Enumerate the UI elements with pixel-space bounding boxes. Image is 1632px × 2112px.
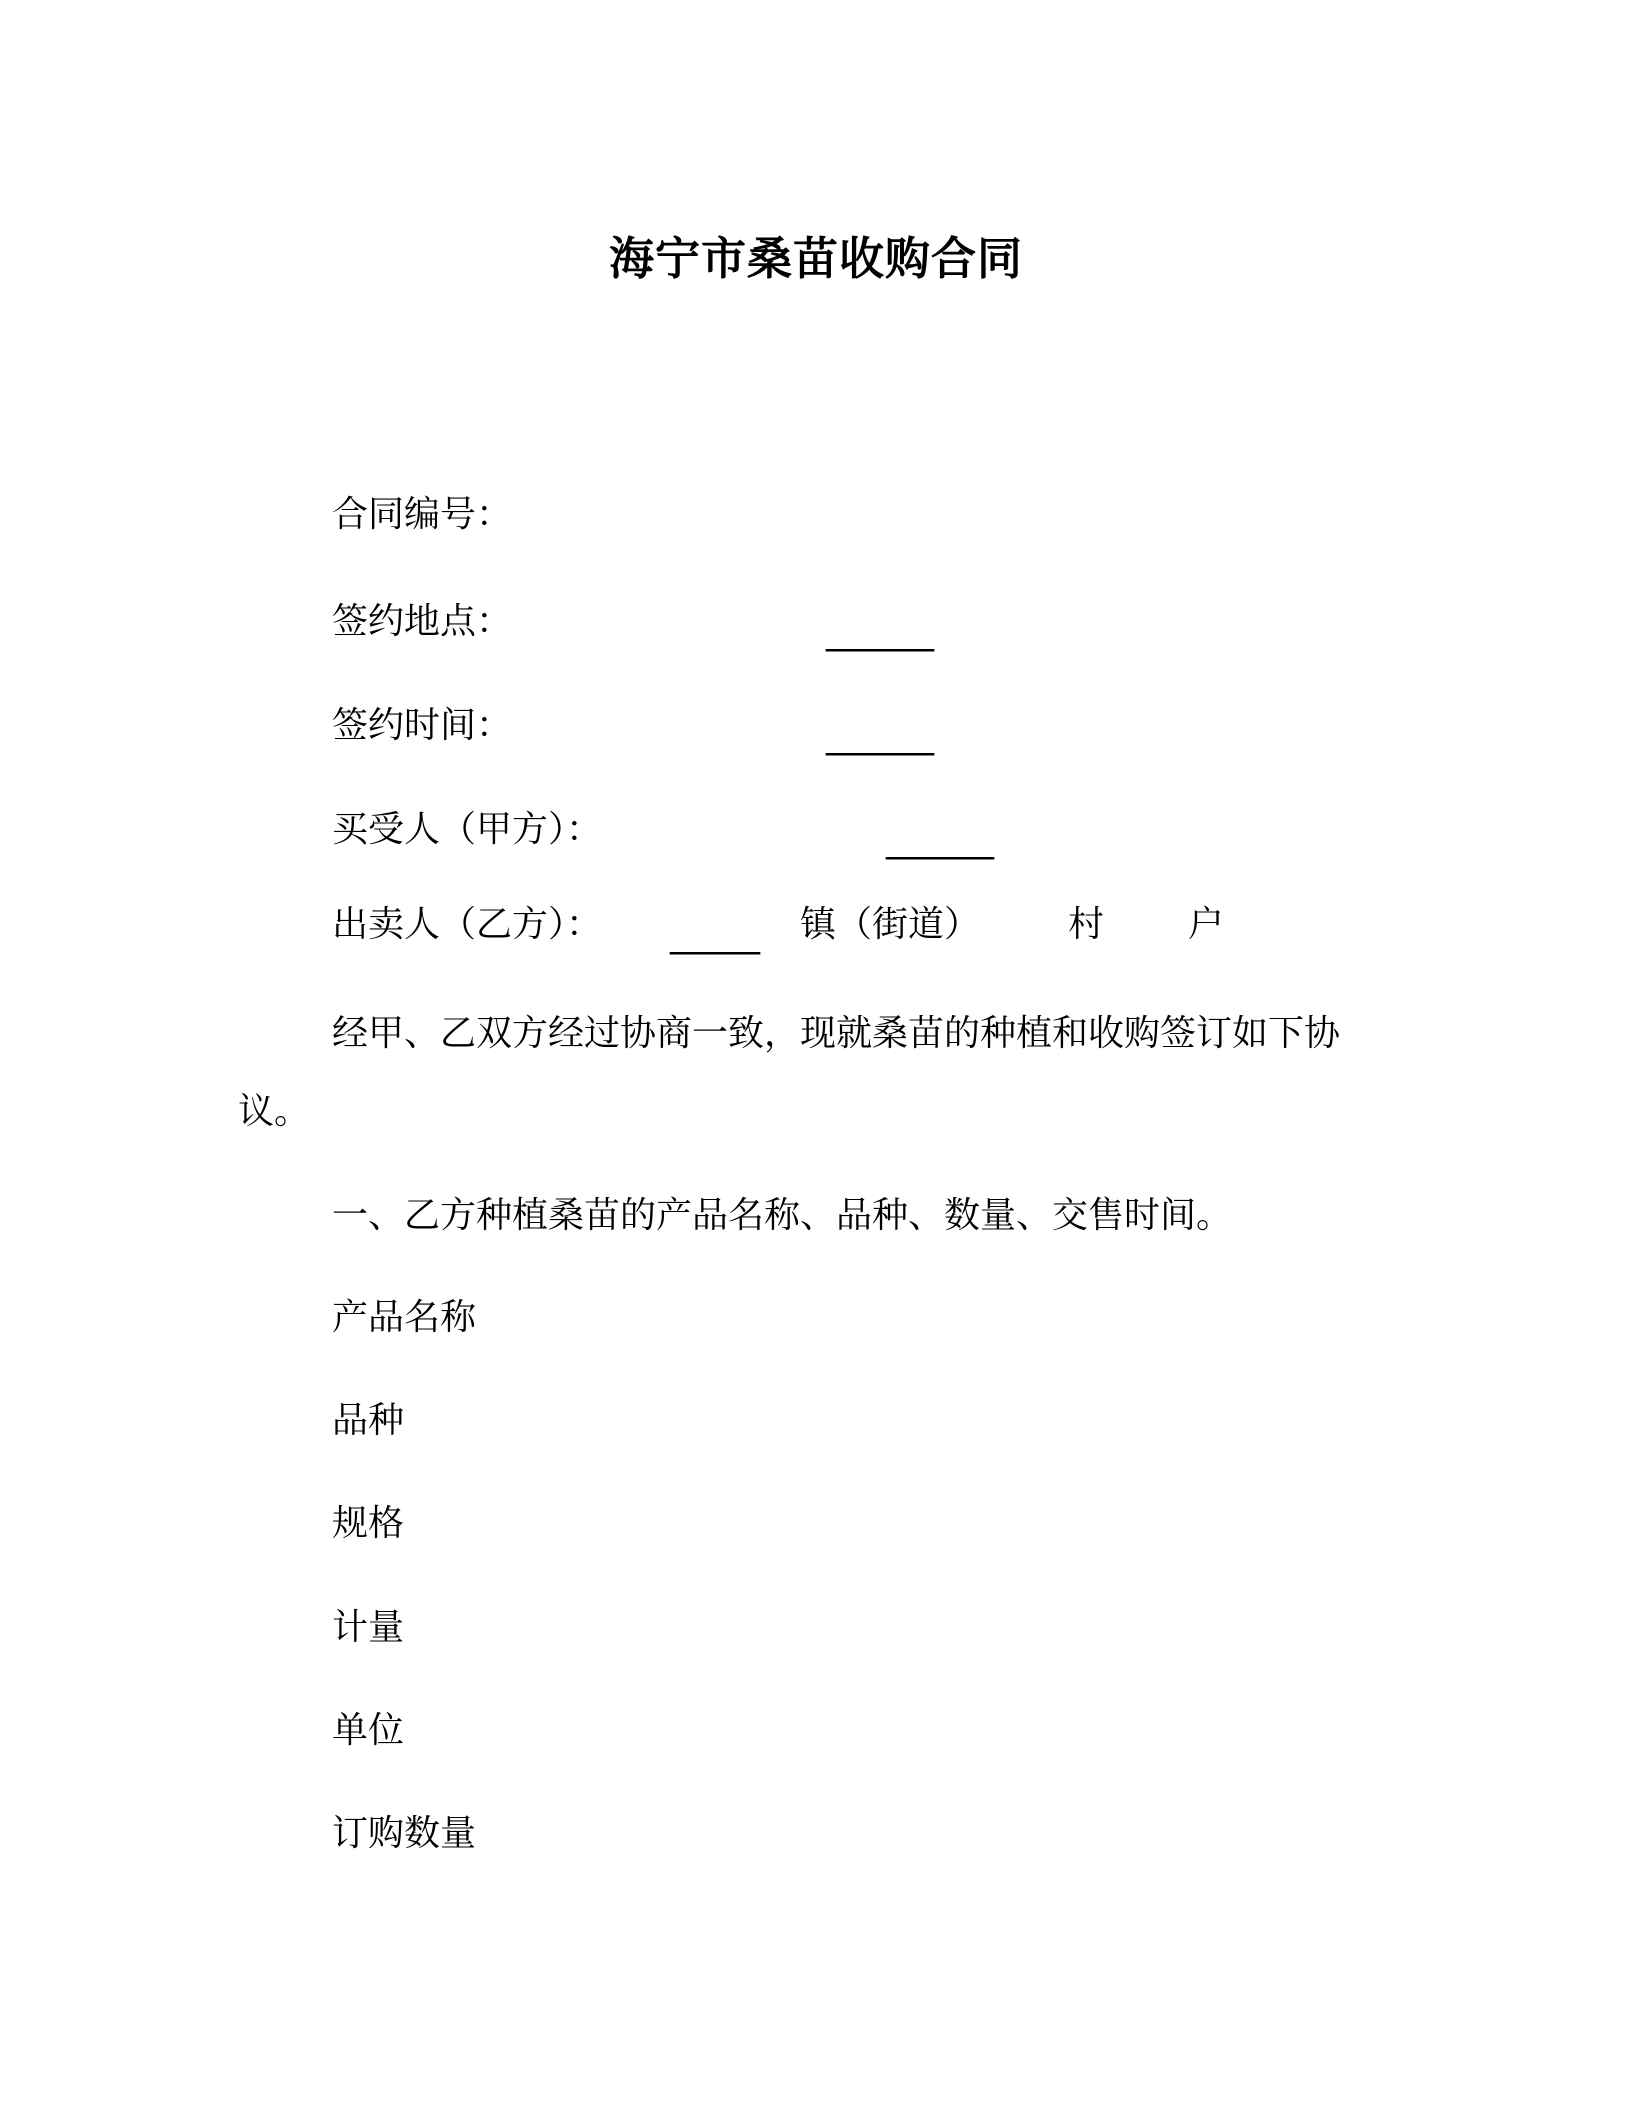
seller-blank: _____ xyxy=(670,914,760,955)
item-product-name: 产品名称 xyxy=(332,1297,477,1338)
item-measure: 计量 xyxy=(332,1607,405,1648)
document-title: 海宁市桑苗收购合同 xyxy=(608,232,1023,285)
sign-place-blank: ______ xyxy=(826,611,934,652)
sign-time-blank: ______ xyxy=(826,715,934,756)
item-spec: 规格 xyxy=(332,1503,405,1544)
contract-number-label: 合同编号： xyxy=(332,494,513,535)
sign-place-label: 签约地点： xyxy=(332,601,513,642)
section1-heading: 一、乙方种植桑苗的产品名称、品种、数量、交售时间。 xyxy=(332,1195,1233,1236)
sign-time-label: 签约时间： xyxy=(332,705,513,746)
buyer-blank: ______ xyxy=(886,819,994,860)
seller-town: 镇（街道） xyxy=(800,904,981,945)
intro-paragraph-line1: 经甲、乙双方经过协商一致，现就桑苗的种植和收购签订如下协 xyxy=(332,1013,1341,1054)
item-order-quantity: 订购数量 xyxy=(332,1813,477,1854)
item-unit: 单位 xyxy=(332,1710,405,1751)
seller-label: 出卖人（乙方）： xyxy=(332,904,603,945)
seller-household: 户 xyxy=(1188,904,1225,945)
seller-village: 村 xyxy=(1068,904,1105,945)
intro-paragraph-line2: 议。 xyxy=(238,1091,311,1132)
buyer-label: 买受人（甲方）： xyxy=(332,809,603,850)
item-variety: 品种 xyxy=(332,1400,405,1441)
